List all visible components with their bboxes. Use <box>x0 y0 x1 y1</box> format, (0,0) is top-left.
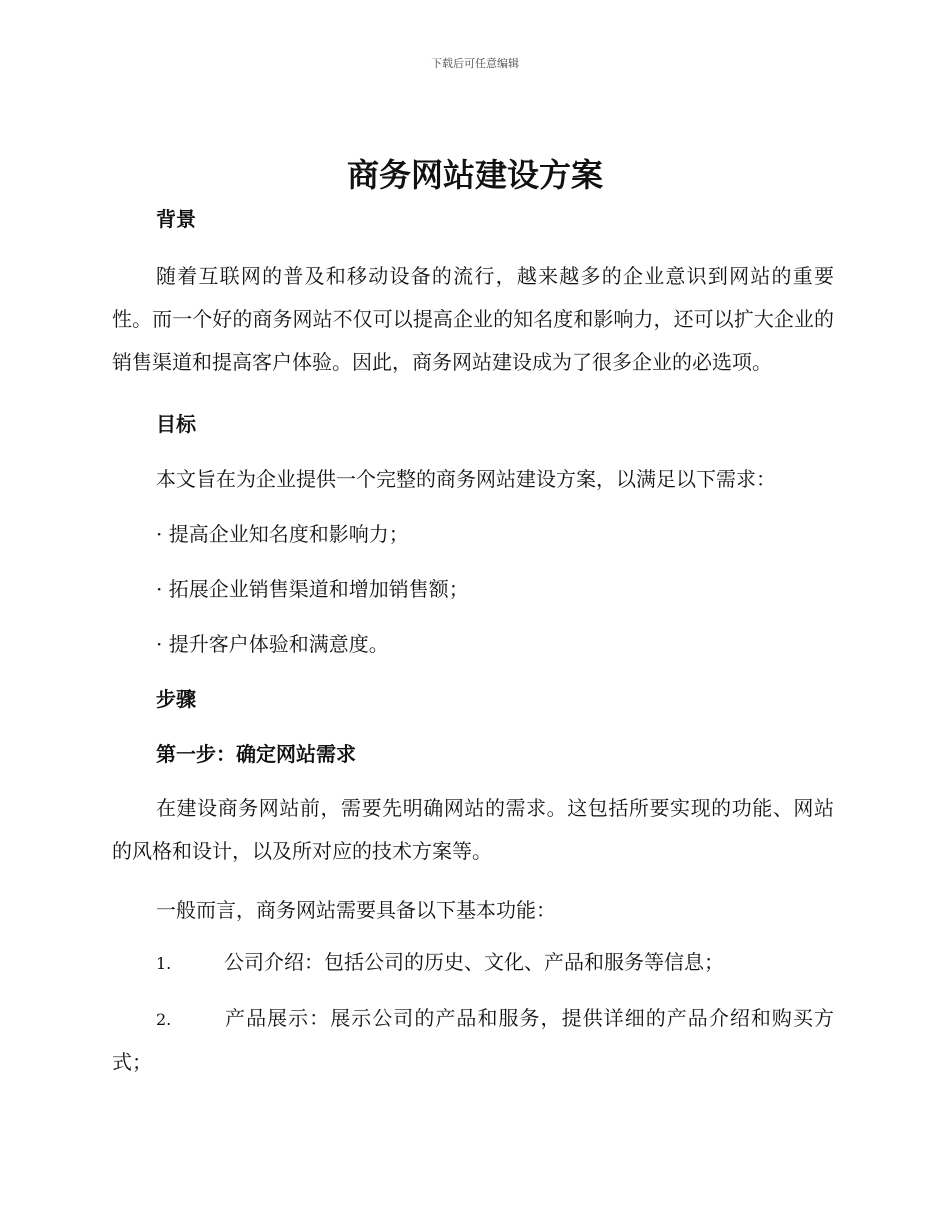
document-body <box>112 200 834 1084</box>
list-item: · 提升客户体验和满意度。 <box>156 632 389 656</box>
paragraph-step1: 在建设商务网站前，需要先明确网站的需求。这包括所要实现的功能、网站的风格和设计，以及所对应的技术方案等。 <box>112 796 834 863</box>
list-item-text: 公司介绍：包括公司的历史、文化、产品和服务等信息； <box>224 950 724 974</box>
list-item-text: 产品展示：展示公司的产品和服务，提供详细的产品介绍和购买方式； <box>112 1006 834 1074</box>
header-note: 下载后可任意编辑 <box>431 57 519 70</box>
list-number: 2. <box>156 1010 172 1029</box>
page-title: 商务网站建设方案 <box>346 156 603 194</box>
section-heading-background: 背景 <box>156 207 196 231</box>
section-heading-step1: 第一步：确定网站需求 <box>156 742 356 766</box>
section-heading-steps: 步骤 <box>156 687 196 711</box>
paragraph-goal-intro: 本文旨在为企业提供一个完整的商务网站建设方案，以满足以下需求： <box>156 467 776 491</box>
paragraph-functions-intro: 一般而言，商务网站需要具备以下基本功能： <box>156 898 556 922</box>
list-item: · 提高企业知名度和影响力； <box>156 522 409 546</box>
section-heading-goal: 目标 <box>156 412 196 436</box>
paragraph-background: 随着互联网的普及和移动设备的流行，越来越多的企业意识到网站的重要性。而一个好的商务网站不仅可以提高企业的知名度和影响力，还可以扩大企业的销售渠道和提高客户体验。因此，商务网站建设成为了很多企业的必选项。 <box>112 264 834 374</box>
list-item <box>112 941 834 985</box>
list-item <box>112 997 834 1084</box>
list-number: 1. <box>156 954 172 973</box>
list-item: · 拓展企业销售渠道和增加销售额； <box>156 577 469 601</box>
